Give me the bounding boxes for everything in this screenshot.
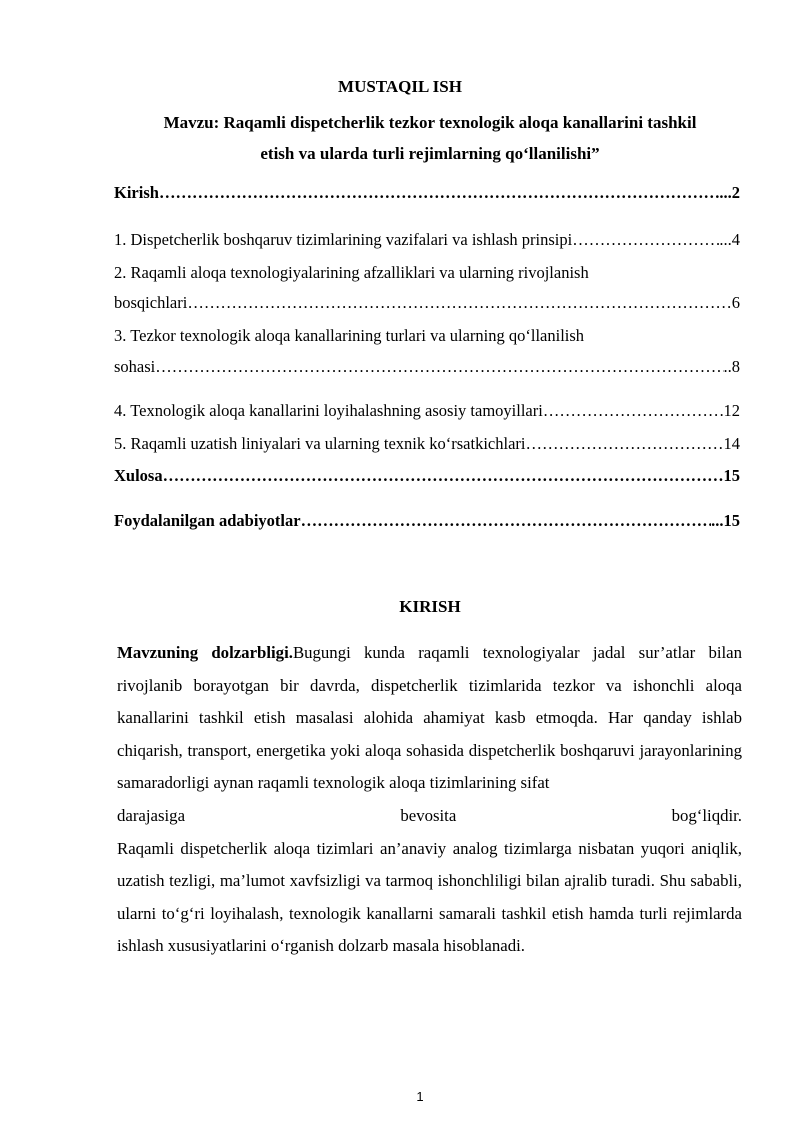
toc-entry-3 [114,357,740,379]
toc-leader [572,230,719,250]
toc-leader [543,401,724,421]
topic-line-1: Mavzu: Raqamli dispetcherlik tezkor texnologik aloqa kanallarini tashkil [163,113,697,132]
toc-entry-conclusion [114,466,740,488]
toc-leader [525,434,723,454]
toc-label: 4. Texnologik aloqa kanallarini loyihalashning asosiy tamoyillari [114,401,543,420]
toc-entry-4 [114,401,740,423]
paragraph-digital-systems: Raqamli dispetcherlik aloqa tizimlari an’anaviy analog tizimlarga nisbatan yuqori aniqlik, uzatish tezligi, ma’lumot xavfsizligi va tarmoq ishonchliligi bilan ajralib turadi. Shu sababli, ularni to‘g‘ri loyihalash, texnologik kanallarni samarali tashkil etish hamda turli rejimlarda ishlash xususiyatlarini o‘rganish dolzarb masala hisoblanadi. [117,838,742,956]
toc-page: 15 [723,466,740,485]
toc-leader [155,357,723,377]
relevance-lead: Mavzuning dolzarbligi. [117,643,293,662]
toc-label: Xulosa [114,466,163,485]
paragraph-relevance-last-line: darajasiga bevosita bog‘liqdir. [117,805,742,825]
toc-label: bosqichlari [114,293,188,312]
topic-line-2: etish va ularda turli rejimlarning qo‘llanilishi” [260,144,600,163]
page-number: 1 [416,1089,424,1104]
toc-label: sohasi [114,357,156,376]
toc-label: 5. Raqamli uzatish liniyalari va ularning texnik ko‘rsatkichlari [114,434,526,453]
toc-page: ...15 [711,511,740,530]
toc-label: Foydalanilgan adabiyotlar [114,511,301,530]
toc-entry-3-line1: 3. Tezkor texnologik aloqa kanallarining turlari va ularning qo‘llanilish [114,326,585,345]
toc-entry-intro [114,183,740,205]
toc-entry-references [114,511,740,533]
toc-page: ..8 [723,357,740,376]
intro-body [117,637,742,963]
toc-page: ...2 [719,183,740,202]
intro-heading: KIRISH [399,597,461,616]
toc-entry-2 [114,293,740,315]
relevance-text: Bugungi kunda raqamli texnologiyalar jadal sur’atlar bilan rivojlanib borayotgan bir davrda, dispetcherlik tizimlarida tezkor va ishonchli aloqa kanallarini tashkil etish masalasi alohida ahamiyat kasb etmoqda. Har qanday ishlab chiqarish, transport, energetika yoki aloqa sohasida dispetcherlik boshqaruvi jarayonlarining samaradorligi aynan raqamli texnologik aloqa tizimlarining sifat [117,643,742,793]
paragraph-relevance [117,637,742,800]
toc-leader [159,183,719,203]
toc-page: ...4 [719,230,740,249]
toc-leader [163,466,724,486]
toc-entry-1 [114,230,740,252]
toc-label: Kirish [114,183,159,202]
toc-entry-5 [114,434,740,456]
toc-label: 1. Dispetcherlik boshqaruv tizimlarining vazifalari va ishlash prinsipi [114,230,573,249]
toc-leader [187,293,731,313]
toc-page: 12 [723,401,740,420]
toc-page: 14 [723,434,740,453]
toc-entry-2-line1: 2. Raqamli aloqa texnologiyalarining afzalliklari va ularning rivojlanish [114,263,589,282]
toc-page: 6 [731,293,740,312]
document-title: MUSTAQIL ISH [338,77,462,96]
toc-leader [301,511,712,531]
